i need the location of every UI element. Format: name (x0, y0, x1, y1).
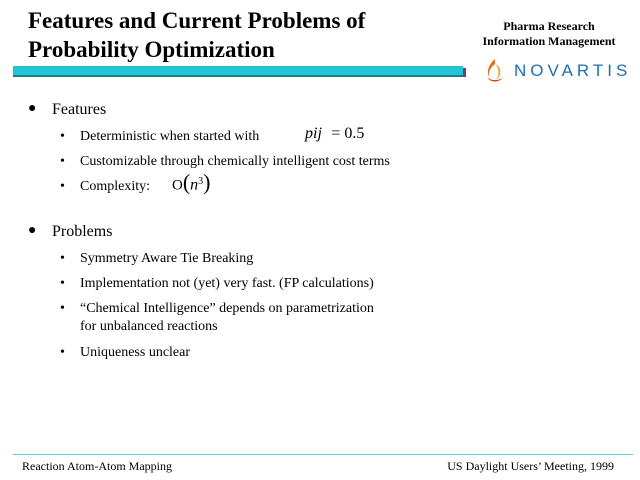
features-heading: Features (52, 101, 107, 118)
formula-var: p (305, 125, 313, 142)
item-text: Symmetry Aware Tie Breaking (80, 251, 254, 266)
list-item (60, 344, 374, 369)
item-text: “Chemical Intelligence” depends on parametrization (80, 301, 374, 316)
novartis-flame-icon (484, 58, 506, 84)
item-text: Deterministic when started with (80, 129, 260, 144)
formula-rest: = 0.5 (331, 125, 365, 142)
section-bullet-icon: ● (28, 223, 37, 238)
item-bullet-icon: • (60, 129, 65, 144)
item-bullet-icon: • (60, 251, 65, 266)
novartis-logo (484, 58, 631, 84)
formula-o: O (172, 177, 183, 194)
list-item (60, 250, 374, 275)
formula-n: n (190, 176, 199, 194)
problems-heading: Problems (52, 223, 113, 240)
list-item (60, 275, 374, 300)
formula-complexity: $O(n^3)$ (172, 169, 211, 195)
title-line-1: Features and Current Problems of (28, 8, 366, 33)
formula-sub: ij (313, 125, 322, 142)
footer-divider (13, 454, 633, 455)
header-bar (13, 66, 463, 77)
item-text: Implementation not (yet) very fast. (FP calculations) (80, 276, 374, 291)
item-bullet-icon: • (60, 301, 65, 316)
list-item (60, 125, 390, 153)
formula-p-ij (305, 125, 364, 144)
list-item (60, 300, 374, 344)
list-item (60, 153, 390, 178)
title-line-2: Probability Optimization (28, 37, 275, 62)
org-line-2: Information Management (482, 34, 616, 48)
features-list (60, 125, 390, 203)
footer-right-text: US Daylight Users’ Meeting, 1999 (447, 459, 614, 473)
section-bullet-icon: ● (28, 101, 37, 116)
item-text: Complexity: (80, 179, 150, 194)
item-text: Uniqueness unclear (80, 345, 191, 360)
item-text-continued: for unbalanced reactions (80, 319, 218, 334)
logo-wordmark: NOVARTIS (514, 61, 632, 80)
formula-exp: 3 (198, 176, 204, 187)
item-bullet-icon: • (60, 276, 65, 291)
item-bullet-icon: • (60, 154, 65, 169)
footer-left-text: Reaction Atom-Atom Mapping (22, 459, 172, 473)
item-bullet-icon: • (60, 179, 65, 194)
problems-list (60, 250, 374, 369)
slide-title (28, 6, 448, 64)
org-name (474, 19, 624, 49)
item-text: Customizable through chemically intelligent cost terms (80, 154, 390, 169)
org-line-1: Pharma Research (503, 19, 595, 33)
item-bullet-icon: • (60, 345, 65, 360)
list-item (60, 169, 390, 203)
